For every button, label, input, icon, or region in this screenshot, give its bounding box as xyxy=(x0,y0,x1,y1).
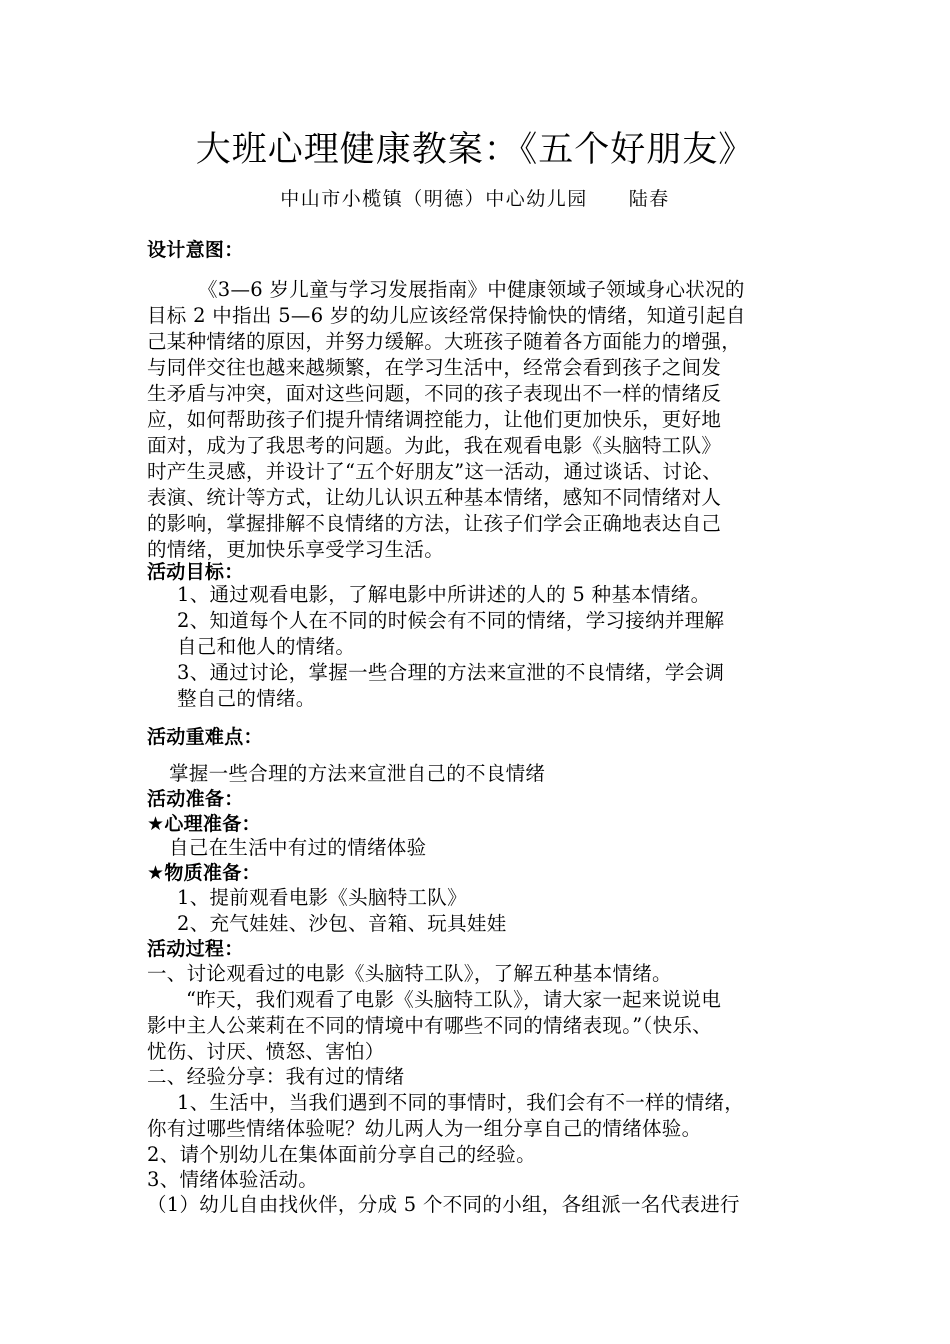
design-line-2: 目标 2 中指出 5—6 岁的幼儿应该经常保持愉快的情绪，知道引起自 xyxy=(147,304,746,327)
design-line-9: 表演、统计等方式，让幼儿认识五种基本情绪，感知不同情绪对人 xyxy=(147,486,722,509)
goal-line-4: 3、通过讨论，掌握一些合理的方法来宣泄的不良情绪，学会调 xyxy=(177,661,725,684)
process-line-8: 2、请个别幼儿在集体面前分享自己的经验。 xyxy=(147,1143,536,1166)
design-line-10: 的影响，掌握排解不良情绪的方法，让孩子们学会正确地表达自己 xyxy=(147,512,722,535)
process-line-7: 你有过哪些情绪体验呢？幼儿两人为一组分享自己的情绪体验。 xyxy=(147,1117,702,1140)
document-title: 大班心理健康教案：《五个好朋友》 xyxy=(195,130,755,170)
goals-heading: 活动目标： xyxy=(147,561,244,583)
psych-prep-line-1: 自己在生活中有过的情绪体验 xyxy=(169,836,427,859)
process-line-2: “昨天，我们观看了电影《头脑特工队》，请大家一起来说说电 xyxy=(186,988,722,1011)
goal-line-3: 自己和他人的情绪。 xyxy=(177,635,356,658)
design-line-11: 的情绪，更加快乐享受学习生活。 xyxy=(147,538,445,561)
keypoints-heading: 活动重难点： xyxy=(147,726,263,748)
design-line-5: 生矛盾与冲突，面对这些问题，不同的孩子表现出不一样的情绪反 xyxy=(147,382,722,405)
design-line-8: 时产生灵感，并设计了“五个好朋友”这一活动，通过谈话、讨论、 xyxy=(147,460,722,483)
process-line-10: （1）幼儿自由找伙伴，分成 5 个不同的小组，各组派一名代表进行 xyxy=(147,1193,740,1216)
material-prep-line-1: 1、提前观看电影《头脑特工队》 xyxy=(177,886,467,909)
keypoint-line-1: 掌握一些合理的方法来宣泄自己的不良情绪 xyxy=(169,762,546,785)
goal-line-2: 2、知道每个人在不同的时候会有不同的情绪，学习接纳并理解 xyxy=(177,609,725,632)
goal-line-5: 整自己的情绪。 xyxy=(177,687,316,710)
process-line-9: 3、情绪体验活动。 xyxy=(147,1168,319,1191)
psych-prep-heading: ★心理准备： xyxy=(147,813,261,835)
material-prep-heading: ★物质准备： xyxy=(147,862,261,884)
design-line-6: 应，如何帮助孩子们提升情绪调控能力，让他们更加快乐，更好地 xyxy=(147,408,722,431)
process-line-6: 1、生活中，当我们遇到不同的事情时，我们会有不一样的情绪， xyxy=(177,1091,745,1114)
process-line-5: 二、经验分享：我有过的情绪 xyxy=(147,1065,405,1088)
material-prep-line-2: 2、充气娃娃、沙包、音箱、玩具娃娃 xyxy=(177,912,507,935)
process-line-3: 影中主人公莱莉在不同的情境中有哪些不同的情绪表现。”（快乐、 xyxy=(147,1014,712,1037)
design-line-7: 面对，成为了我思考的问题。为此，我在观看电影《头脑特工队》 xyxy=(147,434,722,457)
process-heading: 活动过程： xyxy=(147,938,244,960)
design-line-3: 己某种情绪的原因，并努力缓解。大班孩子随着各方面能力的增强， xyxy=(147,330,742,353)
goal-line-1: 1、通过观看电影，了解电影中所讲述的人的 5 种基本情绪。 xyxy=(177,583,711,606)
design-line-1: 《3—6 岁儿童与学习发展指南》中健康领域子领域身心状况的 xyxy=(198,278,745,301)
preparation-heading: 活动准备： xyxy=(147,788,244,810)
design-heading: 设计意图： xyxy=(147,239,244,261)
author-line: 中山市小榄镇（明德）中心幼儿园 陆春 xyxy=(280,188,670,210)
process-line-1: 一、讨论观看过的电影《头脑特工队》，了解五种基本情绪。 xyxy=(147,962,672,985)
design-line-4: 与同伴交往也越来越频繁，在学习生活中，经常会看到孩子之间发 xyxy=(147,356,722,379)
process-line-4: 忧伤、讨厌、愤怒、害怕） xyxy=(147,1040,385,1063)
